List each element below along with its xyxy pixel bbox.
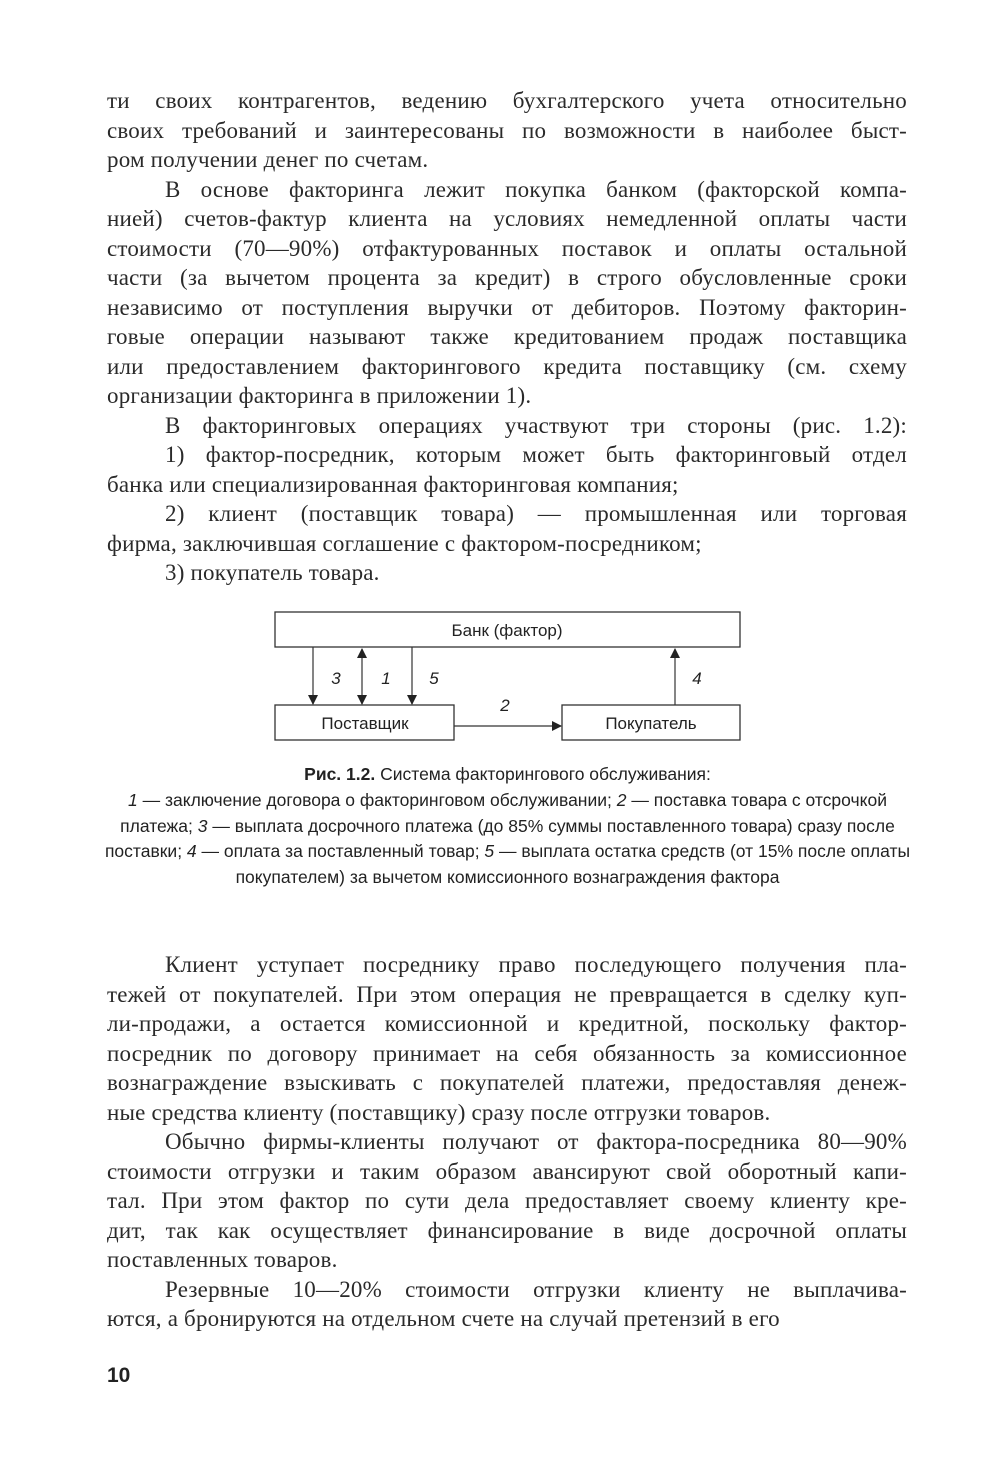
caption-title-text: Система факторингового обслуживания: [380,764,711,784]
caption-item-text: — заключение договора о факторинговом обслуживании; [137,789,617,810]
label-3: 3 [331,669,341,688]
caption-legend [100,788,915,891]
page-number: 10 [107,1364,131,1387]
text-line: тежей от покупателей. При этом операция не превращается в сделку куп- [107,981,907,1007]
caption-item-number: 5 [484,841,495,862]
text-line: организации факторинга в приложении 1). [107,383,532,408]
label-5: 5 [429,669,439,688]
text-line: ти своих контрагентов, ведению бухгалтерского учета относительно [107,88,907,113]
label-1: 1 [381,669,391,688]
text-line: банка или специализированная факторинговая компания; [107,471,679,497]
text-line: 3) покупатель товара. [165,560,380,585]
text-line: поставленных товаров. [107,1247,338,1272]
text-line: части (за вычетом процента за кредит) в строго обусловленные сроки [107,265,907,290]
buyer-label: Покупатель [605,714,697,733]
body-text-top [107,86,907,588]
text-line: В факторинговых операциях участвуют три стороны (рис. 1.2): [165,412,907,438]
text-line: 2) клиент (поставщик товара) — промышленная или торговая [165,501,907,526]
figure-caption [100,762,915,891]
caption-title [100,762,915,788]
text-line: посредник по договору принимает на себя обязанность за комиссионное [107,1040,907,1066]
text-line: Клиент уступает посреднику право последующего получения пла- [165,952,907,977]
supplier-label: Поставщик [321,714,409,733]
text-line: 1) фактор-посредник, которым может быть факторинговый отдел [165,442,907,467]
supplier-box [275,705,454,740]
caption-item-text: — оплата за поставленный товар; [196,841,485,862]
caption-item-text: — выплата остатка средств (от 15% после оплаты покупателем) за вычетом комиссионного вознаграждения фактора [235,841,911,888]
text-line: ром получении денег по счетам. [107,147,429,172]
caption-item-text: — выплата досрочного платежа (до 85% суммы поставленного товара) сразу после поставки; [104,815,895,862]
text-line: стоимости отгрузки и таким образом авансируют свой оборотный капи- [107,1158,907,1184]
caption-item-text: — поставка товара с отсрочкой платежа; [120,789,887,836]
text-line: фирма, заключившая соглашение с фактором-посредником; [107,530,702,556]
text-line: или предоставлением факторингового кредита поставщику (см. схему [107,353,907,379]
text-line: независимо от поступления выручки от дебиторов. Поэтому факторин- [107,294,907,320]
label-4: 4 [692,669,702,688]
text-line: ли-продажи, а остается комиссионной и кредитной, поскольку фактор- [107,1011,907,1036]
buyer-box [562,705,740,740]
bank-label: Банк (фактор) [451,621,563,640]
text-line: стоимости (70—90%) отфактурованных поставок и оплаты остальной [107,235,907,261]
body-text-bottom [107,950,907,1334]
text-line: ются, а бронируются на отдельном счете на случай претензий в его [107,1306,780,1331]
text-line: тал. При этом фактор по сути дела предоставляет своему клиенту кре- [107,1188,907,1213]
text-line: Резервные 10—20% стоимости отгрузки клиенту не выплачива- [165,1276,907,1302]
text-line: своих требований и заинтересованы по возможности в наиболее быст- [107,117,907,143]
text-line: говые операции называют также кредитованием продаж поставщика [107,324,907,349]
text-line: нией) счетов-фактур клиента на условиях немедленной оплаты части [107,206,907,231]
caption-label: Рис. 1.2. [304,764,376,784]
bank-box [275,612,740,647]
caption-item-number: 2 [616,789,627,810]
text-line: дит, так как осуществляет финансирование в виде досрочной оплаты [107,1217,907,1243]
caption-item-number: 4 [186,841,197,862]
text-line: ные средства клиенту (поставщику) сразу после отгрузки товаров. [107,1099,771,1125]
text-line: В основе факторинга лежит покупка банком (факторской компа- [165,176,907,202]
caption-item-number: 1 [128,789,138,810]
caption-item-number: 3 [197,815,208,836]
factoring-diagram [0,600,1000,760]
text-line: Обычно фирмы-клиенты получают от фактора-посредника 80—90% [165,1129,907,1154]
text-line: вознаграждение взыскивать с покупателей платежи, предоставляя денеж- [107,1070,907,1095]
label-2: 2 [500,696,510,715]
